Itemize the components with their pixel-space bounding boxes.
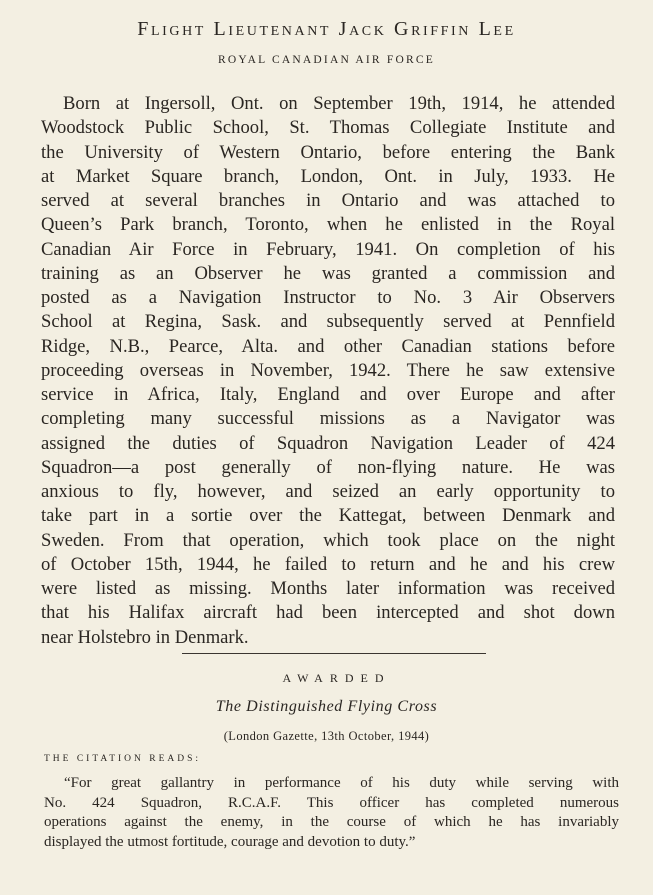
biography-line: completing many successful missions as a Navigator was [41,408,615,430]
biography-line: posted as a Navigation Instructor to No. 3 Air Observers [41,287,615,308]
biography-line: proceeding overseas in November, 1942. There he saw extensive [41,359,615,381]
biography-line: anxious to fly, however, and seized an early opportunity to [41,481,615,502]
citation-line: No. 424 Squadron, R.C.A.F. This officer has completed numerous [44,794,619,811]
biography-line: near Holstebro in Denmark. [41,626,249,648]
biography-line: School at Regina, Sask. and subsequently served at Pennfield [41,311,615,333]
biography-line: Sweden. From that operation, which took place on the night [41,529,615,551]
citation-line: operations against the enemy, in the course of which he has invariably [44,814,619,830]
biography-line: training as an Observer he was granted a commission and [41,262,615,284]
biography-line: were listed as missing. Months later information was received [41,578,615,599]
citation-text [44,774,619,852]
biography-line: Woodstock Public School, St. Thomas Collegiate Institute and [41,117,615,139]
citation-line: “For great gallantry in performance of his duty while serving with [64,775,619,791]
biography-line: that his Halifax aircraft had been intercepted and shot down [41,602,615,624]
biography-line: served at several branches in Ontario and was attached to [41,190,615,211]
biography-line: Ridge, N.B., Pearce, Alta. and other Canadian stations before [41,335,615,357]
biography-line: Queen’s Park branch, Toronto, when he enlisted in the Royal [41,214,615,236]
biography-line: Canadian Air Force in February, 1941. On completion of his [41,238,615,260]
biography-line: of October 15th, 1944, he failed to return and he and his crew [41,553,615,575]
biography-line: take part in a sortie over the Kattegat, between Denmark and [41,505,615,527]
biography-line: assigned the duties of Squadron Navigation Leader of 424 [41,432,615,454]
citation-line: displayed the utmost fortitude, courage and devotion to duty.” [44,833,416,850]
biography-paragraph [41,92,615,650]
award-name: The Distinguished Flying Cross [215,698,438,715]
gazette-reference: (London Gazette, 13th October, 1944) [223,729,430,743]
page-title: Flight Lieutenant Jack Griffin Lee [137,18,516,40]
biography-line: at Market Square branch, London, Ont. in July, 1933. He [41,165,615,187]
awarded-heading: AWARDED [282,671,391,685]
citation-label: THE CITATION READS: [44,754,202,764]
biography-line: Squadron—a post generally of non-flying nature. He was [41,456,615,478]
biography-line: Born at Ingersoll, Ont. on September 19th, 1914, he attended [63,93,615,114]
section-divider [182,653,486,654]
biography-line: the University of Western Ontario, before entering the Bank [41,141,615,163]
biography-line: service in Africa, Italy, England and over Europe and after [41,384,615,405]
page-subtitle: ROYAL CANADIAN AIR FORCE [218,54,435,66]
